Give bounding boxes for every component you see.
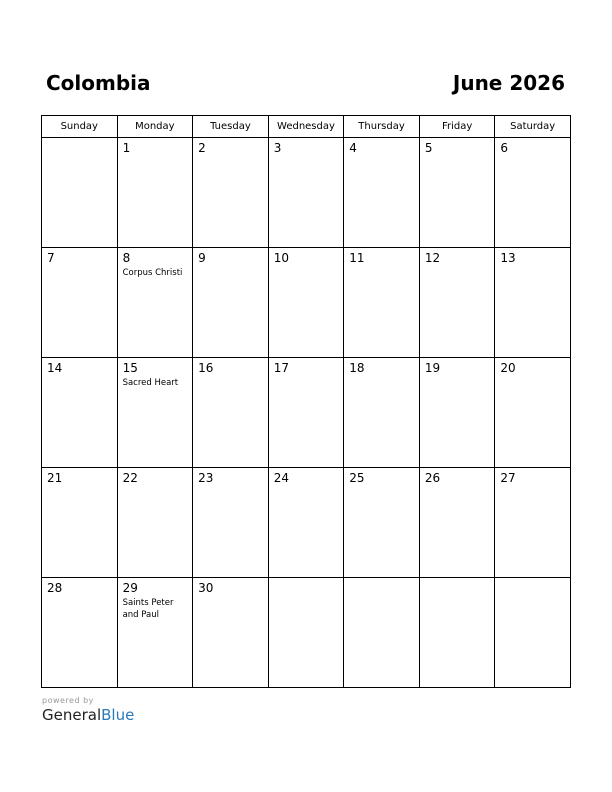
day-cell [495, 358, 571, 468]
day-number: 12 [424, 251, 441, 265]
holiday-label: Saints Peter and Paul [122, 598, 174, 620]
day-cell [495, 468, 571, 578]
weekday-friday: Friday [419, 116, 495, 138]
month-title: June 2026 [452, 71, 565, 95]
holiday-label: Sacred Heart [122, 378, 179, 388]
day-cell [117, 138, 193, 248]
day-cell [193, 468, 269, 578]
day-number: 25 [349, 471, 365, 485]
day-number: 1 [122, 141, 131, 155]
day-number: 29 [122, 581, 138, 595]
generalblue-logo[interactable] [42, 706, 134, 724]
day-number: 5 [424, 141, 433, 155]
day-number [344, 578, 419, 581]
day-number [269, 578, 344, 581]
day-number: 9 [198, 251, 206, 265]
weekday-sunday: Sunday [42, 116, 118, 138]
week-row [42, 248, 571, 358]
day-number: 30 [198, 581, 214, 595]
calendar-grid [41, 115, 571, 688]
day-cell [117, 578, 193, 688]
day-number: 11 [349, 251, 365, 265]
footer-branding [42, 696, 134, 724]
brand-blue: Blue [101, 706, 135, 724]
weekday-wednesday: Wednesday [268, 116, 344, 138]
day-number: 7 [47, 251, 55, 265]
day-cell [193, 578, 269, 688]
day-cell [117, 248, 193, 358]
day-number: 21 [47, 471, 63, 485]
brand-general: General [42, 706, 102, 724]
day-cell [495, 248, 571, 358]
day-number: 20 [500, 361, 516, 375]
day-cell [344, 578, 420, 688]
day-number: 23 [198, 471, 214, 485]
day-number: 4 [349, 141, 357, 155]
weekday-saturday: Saturday [495, 116, 571, 138]
day-cell [42, 248, 118, 358]
day-cell [193, 358, 269, 468]
day-number: 26 [424, 471, 441, 485]
weekday-thursday: Thursday [344, 116, 420, 138]
day-cell [419, 468, 495, 578]
calendar-header [41, 71, 570, 99]
day-cell [268, 468, 344, 578]
day-cell [193, 248, 269, 358]
day-cell [268, 358, 344, 468]
day-number [420, 578, 495, 581]
weekday-tuesday: Tuesday [193, 116, 269, 138]
day-cell [268, 578, 344, 688]
day-cell [344, 248, 420, 358]
powered-by-text: powered by [42, 696, 94, 705]
day-number: 3 [273, 141, 282, 155]
day-cell [117, 468, 193, 578]
day-cell [42, 358, 118, 468]
day-cell [419, 358, 495, 468]
day-cell [268, 138, 344, 248]
day-number [42, 138, 117, 141]
day-number: 18 [349, 361, 365, 375]
weekday-monday: Monday [117, 116, 193, 138]
day-number: 6 [500, 141, 509, 155]
day-cell [268, 248, 344, 358]
day-cell [42, 138, 118, 248]
day-number: 19 [424, 361, 441, 375]
day-cell [495, 138, 571, 248]
holiday-label: Corpus Christi [122, 268, 183, 278]
day-number: 2 [198, 141, 206, 155]
weekday-header-row [42, 116, 571, 138]
day-number: 15 [122, 361, 138, 375]
day-cell [419, 578, 495, 688]
day-number: 22 [122, 471, 138, 485]
day-number: 10 [273, 251, 289, 265]
day-number: 17 [273, 361, 289, 375]
day-number: 24 [273, 471, 289, 485]
day-number: 16 [198, 361, 214, 375]
day-cell [419, 248, 495, 358]
day-cell [419, 138, 495, 248]
day-number: 13 [500, 251, 516, 265]
day-number [495, 578, 570, 581]
week-row [42, 358, 571, 468]
day-number: 14 [47, 361, 63, 375]
day-number: 28 [47, 581, 63, 595]
day-cell [495, 578, 571, 688]
country-title: Colombia [46, 71, 151, 95]
day-cell [344, 468, 420, 578]
day-number: 27 [500, 471, 516, 485]
day-cell [193, 138, 269, 248]
day-cell [42, 578, 118, 688]
day-cell [42, 468, 118, 578]
week-row [42, 138, 571, 248]
week-row [42, 468, 571, 578]
day-number: 8 [122, 251, 131, 265]
week-row [42, 578, 571, 688]
day-cell [344, 138, 420, 248]
day-cell [344, 358, 420, 468]
day-cell [117, 358, 193, 468]
